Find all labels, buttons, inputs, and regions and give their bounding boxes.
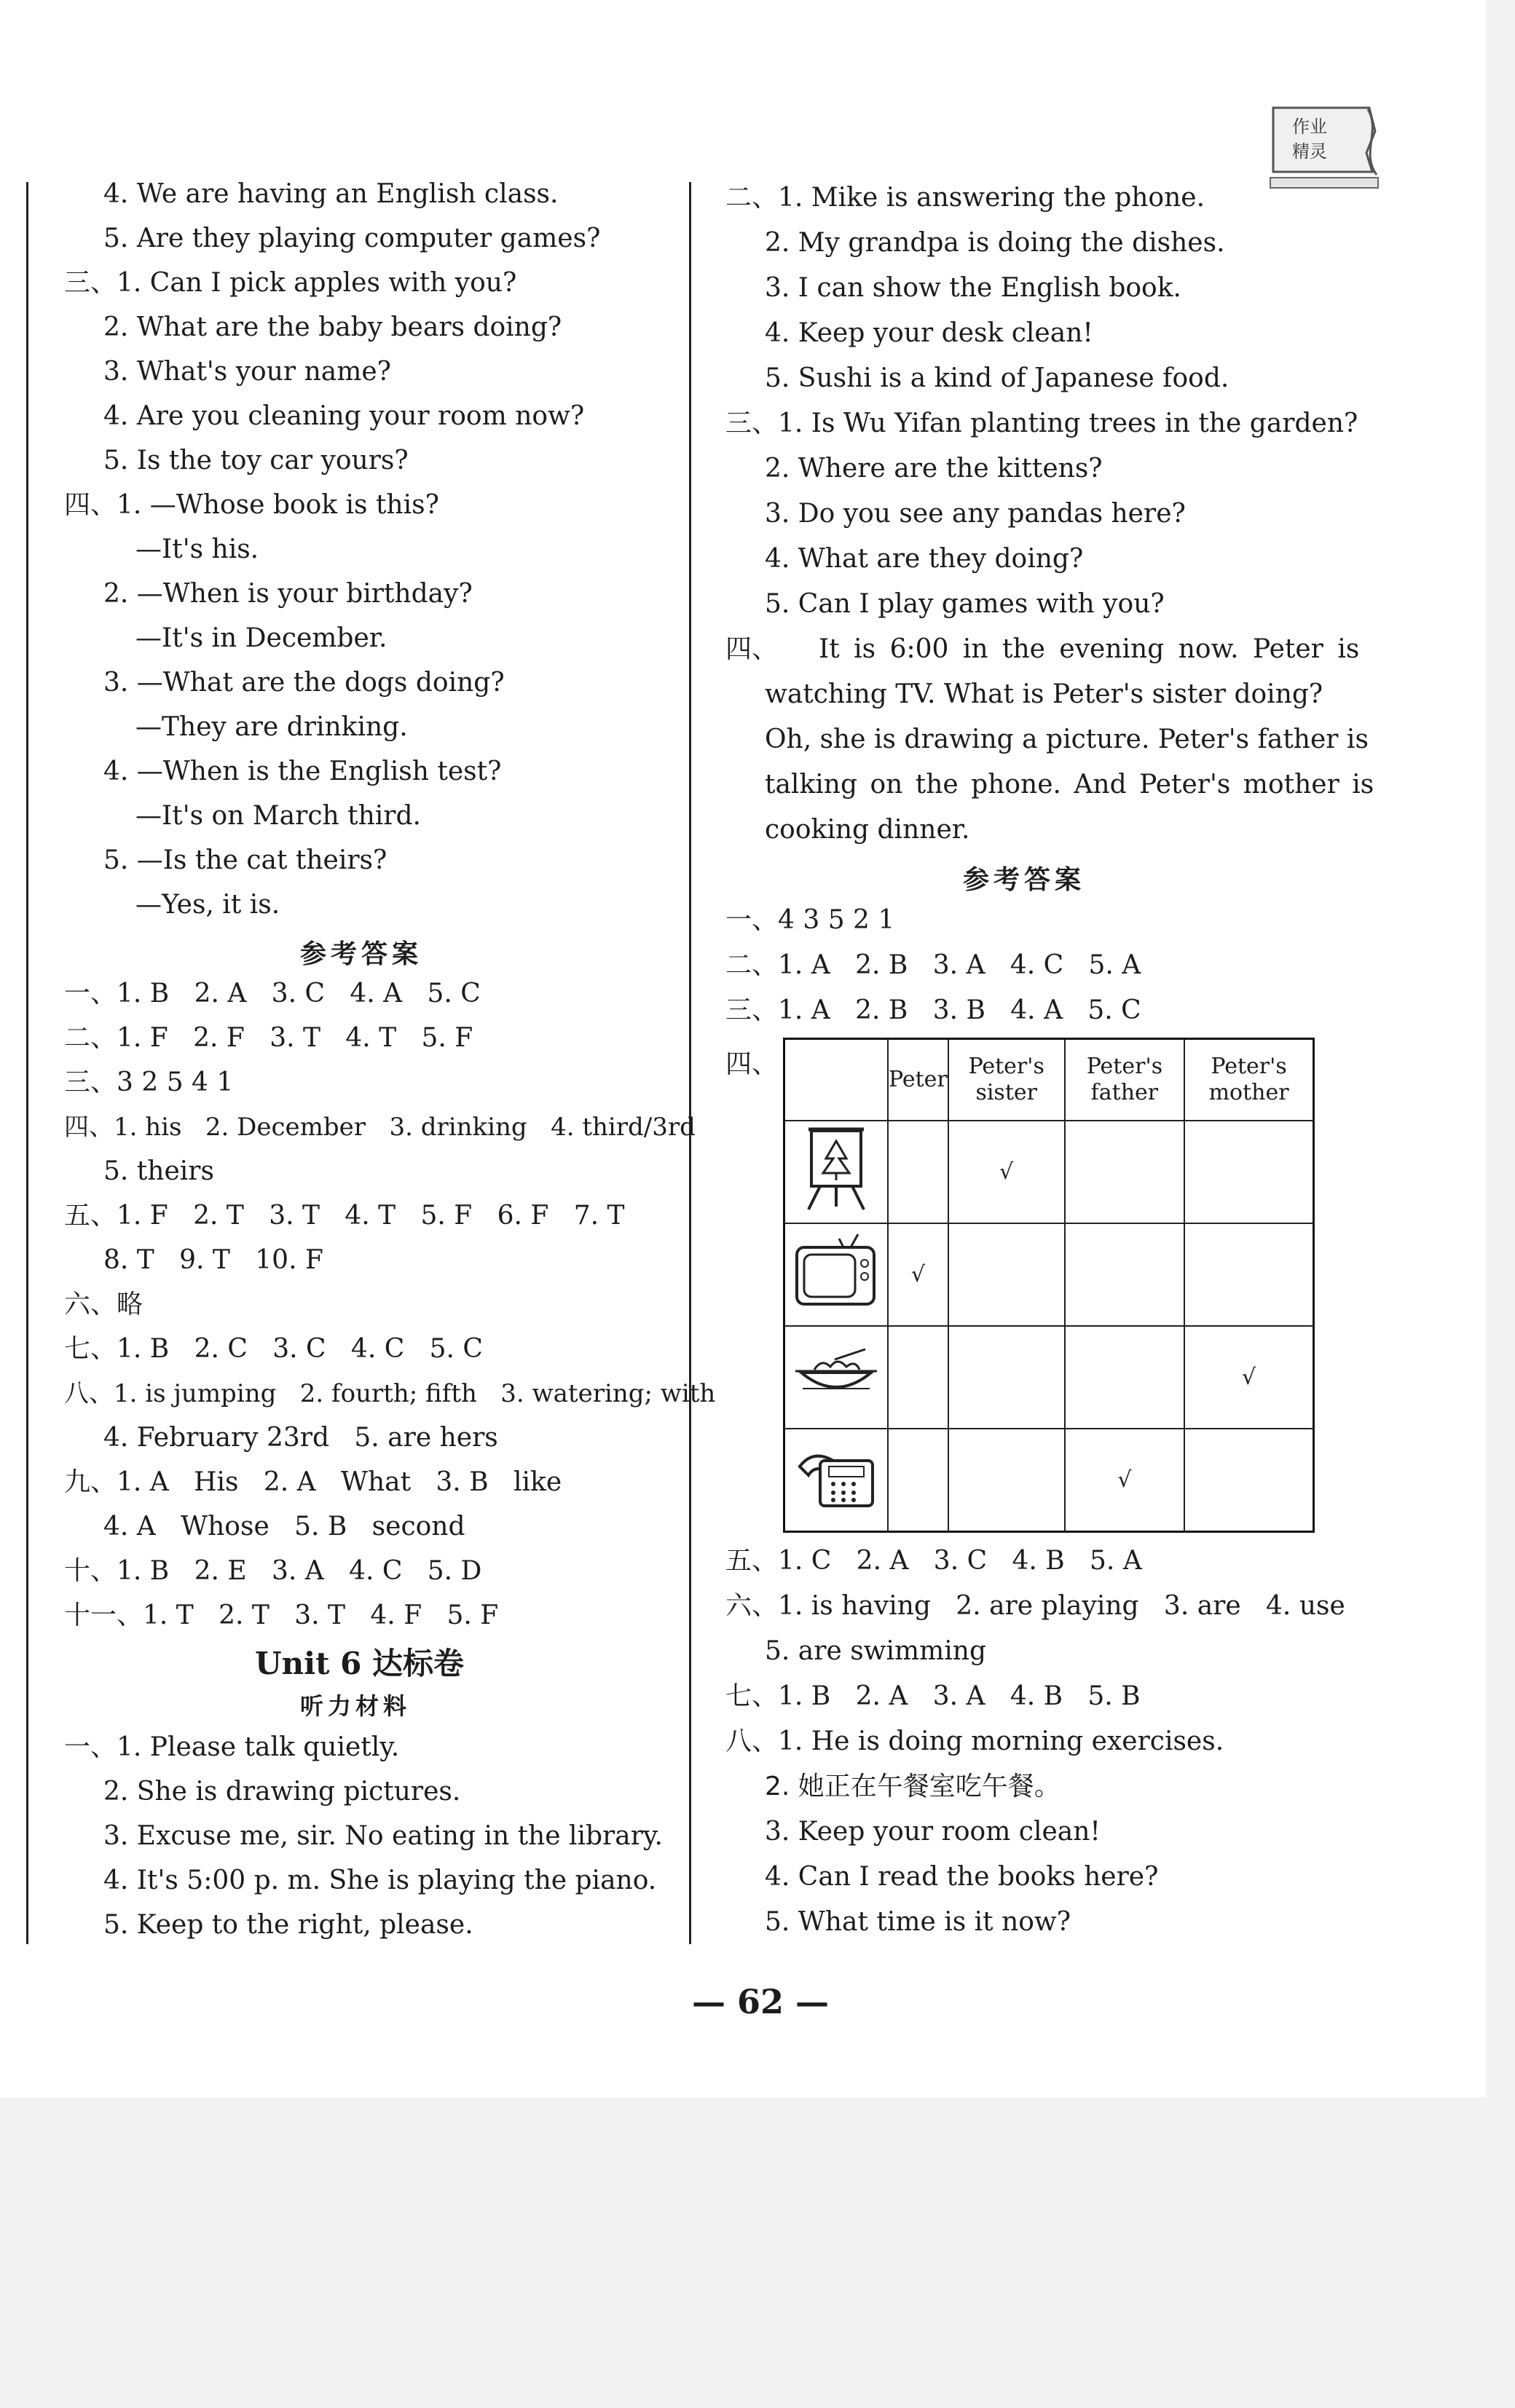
text-line: —It's his.: [135, 534, 259, 564]
text-line: 一、4 3 5 2 1: [725, 905, 895, 935]
text-line: 二、1. A 2. B 3. A 4. C 5. A: [725, 950, 1141, 980]
text-line: 三、1. Is Wu Yifan planting trees in the garden?: [725, 408, 1358, 438]
text-line: 2. Where are the kittens?: [765, 454, 1103, 483]
table-cell: [1184, 1223, 1313, 1326]
table-cell: [888, 1429, 948, 1532]
text-line: cooking dinner.: [765, 815, 970, 845]
text-line: 二、1. F 2. F 3. T 4. T 5. F: [64, 1023, 473, 1053]
text-line: 五、1. C 2. A 3. C 4. B 5. A: [725, 1546, 1142, 1576]
text-line: 三、1. Can I pick apples with you?: [64, 268, 517, 298]
text-line: —They are drinking.: [135, 712, 408, 742]
text-line: 3. Excuse me, sir. No eating in the library.: [103, 1821, 663, 1851]
table-cell: √: [1065, 1429, 1184, 1532]
text-line: 4. A Whose 5. B second: [103, 1512, 465, 1541]
text-line: 4. It's 5:00 p. m. She is playing the piano.: [103, 1866, 657, 1895]
table-cell: [888, 1121, 948, 1223]
text-line: 四、: [725, 634, 779, 664]
text-line: 2. 她正在午餐室吃午餐。: [765, 1772, 1060, 1801]
table-cell: [948, 1429, 1065, 1532]
text-line: 3. Do you see any pandas here?: [765, 499, 1186, 529]
page-number: — 62 —: [692, 1982, 830, 2021]
table-header: Peter's sister: [948, 1039, 1065, 1121]
table-cell: [1065, 1121, 1184, 1223]
text-line: 四、1. his 2. December 3. drinking 4. third/3rd: [64, 1113, 696, 1142]
text-line: 4. February 23rd 5. are hers: [103, 1423, 498, 1453]
text-line: 一、1. Please talk quietly.: [64, 1732, 400, 1762]
text-line: 5. Sushi is a kind of Japanese food.: [765, 363, 1229, 393]
center-divider: [689, 182, 691, 1944]
text-line: 2. What are the baby bears doing?: [103, 312, 562, 342]
drawing-easel-icon: [784, 1121, 889, 1223]
text-line: 八、1. is jumping 2. fourth; fifth 3. watering; with: [64, 1379, 716, 1408]
text-line: 3. Keep your room clean!: [765, 1817, 1101, 1847]
television-icon: [784, 1223, 889, 1326]
text-line: 三、3 2 5 4 1: [64, 1067, 234, 1097]
text-line: talking on the phone. And Peter's mother is: [765, 770, 1374, 800]
cooking-wok-icon: [784, 1326, 889, 1429]
table-cell: [888, 1326, 948, 1429]
text-line: 4. What are they doing?: [765, 544, 1084, 574]
text-line: —Yes, it is.: [135, 890, 280, 920]
unit-title: Unit 6 达标卷: [255, 1646, 464, 1681]
text-line: —It's in December.: [135, 623, 387, 653]
table-row: [784, 1326, 1314, 1429]
text-line: 4. Keep your desk clean!: [765, 318, 1093, 348]
text-line: 九、1. A His 2. A What 3. B like: [64, 1467, 562, 1497]
svg-text:精灵: 精灵: [1292, 141, 1327, 162]
telephone-icon: [784, 1429, 889, 1532]
table-row: [784, 1121, 1314, 1223]
text-line: 三、1. A 2. B 3. B 4. A 5. C: [725, 995, 1141, 1025]
table-header: Peter's father: [1065, 1039, 1184, 1121]
answer-key-heading: 参考答案: [300, 939, 423, 969]
text-line: 5. Are they playing computer games?: [103, 224, 601, 253]
text-line: 5. theirs: [103, 1156, 214, 1186]
text-line: 七、1. B 2. C 3. C 4. C 5. C: [64, 1334, 483, 1364]
text-line: 2. —When is your birthday?: [103, 579, 473, 609]
table-cell: [948, 1223, 1065, 1326]
text-line: 六、略: [64, 1290, 143, 1319]
table-cell: √: [1184, 1326, 1313, 1429]
text-line: 四、: [725, 1049, 779, 1079]
text-line: 二、1. Mike is answering the phone.: [725, 183, 1205, 213]
activity-table: [783, 1038, 1315, 1533]
text-line: 2. My grandpa is doing the dishes.: [765, 228, 1225, 258]
text-line: 3. What's your name?: [103, 357, 391, 387]
text-line: 5. Keep to the right, please.: [103, 1910, 473, 1940]
text-line: 5. Is the toy car yours?: [103, 446, 409, 475]
table-cell: [1065, 1326, 1184, 1429]
table-header: Peter: [888, 1039, 948, 1121]
left-divider: [26, 182, 28, 1944]
table-header: Peter's mother: [1184, 1039, 1313, 1121]
text-line: —It's on March third.: [135, 801, 421, 831]
text-line: watching TV. What is Peter's sister doing?: [765, 679, 1323, 709]
text-line: 4. —When is the English test?: [103, 757, 502, 786]
table-cell: [1065, 1223, 1184, 1326]
text-line: 8. T 9. T 10. F: [103, 1245, 323, 1275]
text-line: 2. She is drawing pictures.: [103, 1777, 461, 1807]
table-cell: [1184, 1429, 1313, 1532]
table-row: [784, 1223, 1314, 1326]
text-line: 五、1. F 2. T 3. T 4. T 5. F 6. F 7. T: [64, 1201, 625, 1231]
text-line: It is 6:00 in the evening now. Peter is: [819, 634, 1360, 664]
text-line: 5. —Is the cat theirs?: [103, 845, 387, 875]
text-line: 3. I can show the English book.: [765, 273, 1181, 303]
table-cell: [948, 1326, 1065, 1429]
text-line: 八、1. He is doing morning exercises.: [725, 1726, 1224, 1756]
listening-material-heading: 听力材料: [300, 1692, 412, 1720]
text-line: 十、1. B 2. E 3. A 4. C 5. D: [64, 1556, 482, 1586]
text-line: Oh, she is drawing a picture. Peter's father is: [765, 725, 1369, 754]
svg-text:作业: 作业: [1292, 117, 1327, 137]
table-cell: √: [948, 1121, 1065, 1223]
table-row: [784, 1429, 1314, 1532]
text-line: 十一、1. T 2. T 3. T 4. F 5. F: [64, 1600, 499, 1630]
text-line: 4. Are you cleaning your room now?: [103, 401, 585, 431]
text-line: 5. Can I play games with you?: [765, 589, 1165, 619]
text-line: 七、1. B 2. A 3. A 4. B 5. B: [725, 1681, 1141, 1711]
text-line: 3. —What are the dogs doing?: [103, 668, 505, 698]
text-line: 4. Can I read the books here?: [765, 1862, 1159, 1892]
table-cell: √: [888, 1223, 948, 1326]
table-cell: [1184, 1121, 1313, 1223]
text-line: 5. are swimming: [765, 1636, 987, 1666]
text-line: 一、1. B 2. A 3. C 4. A 5. C: [64, 979, 481, 1008]
text-line: 四、1. —Whose book is this?: [64, 490, 439, 520]
text-line: 4. We are having an English class.: [103, 179, 559, 209]
answer-key-heading: 参考答案: [963, 864, 1086, 895]
app-logo-icon: [1266, 102, 1382, 195]
text-line: 六、1. is having 2. are playing 3. are 4. use: [725, 1591, 1345, 1621]
table-corner-cell: [784, 1039, 889, 1121]
text-line: 5. What time is it now?: [765, 1907, 1071, 1937]
